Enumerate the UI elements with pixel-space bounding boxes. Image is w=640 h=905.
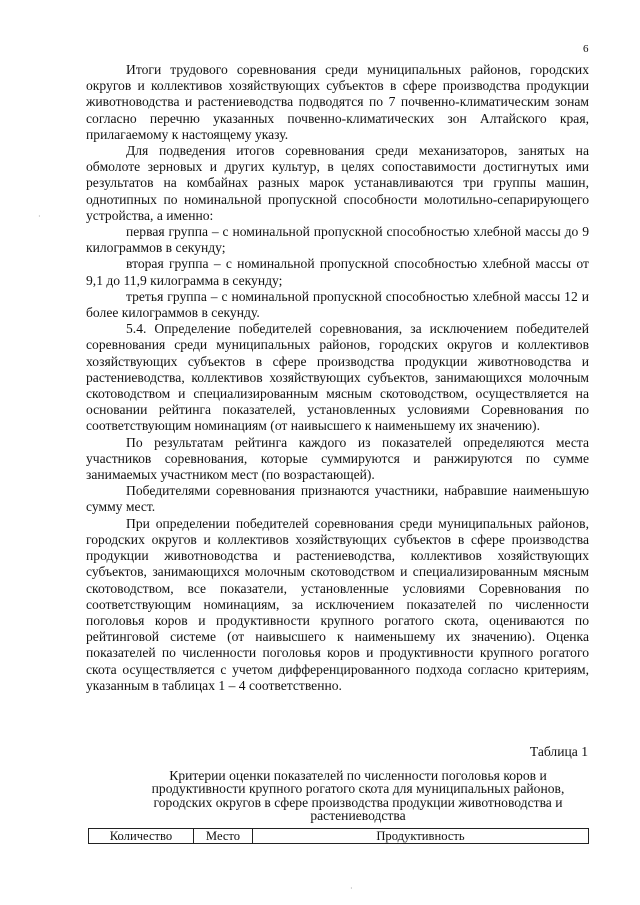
table-header-productivity: Продуктивность (253, 829, 589, 844)
paragraph-winners: Победителями соревнования признаются участники, набравшие наименьшую сумму мест. (86, 483, 589, 515)
paragraph-group-third: третья группа – с номинальной пропускной способностью хлебной массы 12 и более килограммов в секунду. (86, 288, 589, 321)
table-caption: Таблица 1 (529, 744, 588, 759)
paragraph-zones: Итоги трудового соревнования среди муниципальных районов, городских округов и коллективов хозяйствующих субъектов в сфере производства продукции животноводства и растениеводства подводятся по 7 почвенно-климатическим зонам согласно перечню указанных почвенно-климатических зон Алтайского края, прилагаемому к настоящему указу. (86, 62, 589, 142)
table-title: Критерии оценки показателей по численности поголовья коров и продуктивности крупного рогатого скота для муниципальных районов, городских округов в сфере производства продукции животноводства и растениеводства (151, 768, 565, 824)
page-number: 6 (583, 43, 589, 55)
paragraph-5-4: 5.4. Определение победителей соревнования, за исключением победителей соревнования среди муниципальных районов, городских округов и коллективов хозяйствующих субъектов в сфере производства продукции животноводства и растениеводства, коллективов хозяйствующих субъектов, занимающихся молочным скотоводством и специализированным мясным скотоводством, осуществляется на основании рейтинга показателей, установленных условиями Соревнования по соответствующим номинациям (от наивысшего к наименьшему их значению). (86, 321, 589, 434)
table-header-place: Место (194, 829, 253, 844)
table-header-row (89, 829, 589, 844)
paragraph-criteria: При определении победителей соревнования среди муниципальных районов, городских округов и коллективов хозяйствующих субъектов в сфере производства продукции животноводства и растениеводства, коллективов хозяйствующих субъектов, занимающихся молочным скотоводством и специализированным мясным скотоводством, все показатели, установленные условиями Соревнования по соответствующим номинациям, за исключением показателей по численности поголовья коров и продуктивности крупного рогатого скота, оцениваются по рейтинговой системе (от наивысшего к наименьшему их значению). Оценка показателей по численности поголовья коров и продуктивности крупного рогатого скота осуществляется с учетом дифференцированного подхода согласно критериям, указанным в таблицах 1 – 4 соответственно. (86, 515, 589, 693)
paragraph-group-first: первая группа – с номинальной пропускной способностью хлебной массы до 9 килограммов в секунду; (86, 224, 589, 256)
paragraph-machine-groups: Для подведения итогов соревнования среди механизаторов, занятых на обмолоте зерновых и других культур, в целях сопоставимости достигнутых ими результатов на комбайнах разных марок устанавливаются три группы машин, однотипных по номинальной пропускной способности молотильно-сепарирующего устройства, а именно: (86, 143, 589, 223)
paragraph-group-second: вторая группа – с номинальной пропускной способностью хлебной массы от 9,1 до 11,9 килограмма в секунду; (86, 256, 589, 288)
criteria-table (88, 828, 589, 844)
table-header-count: Количество (89, 829, 194, 844)
paragraph-rating: По результатам рейтинга каждого из показателей определяются места участников соревнования, которые суммируются и ранжируются по сумме занимаемых участником мест (по возрастающей). (86, 434, 589, 483)
document-body (86, 62, 589, 694)
scan-speck: · (350, 884, 353, 893)
scan-speck: · (38, 212, 41, 221)
